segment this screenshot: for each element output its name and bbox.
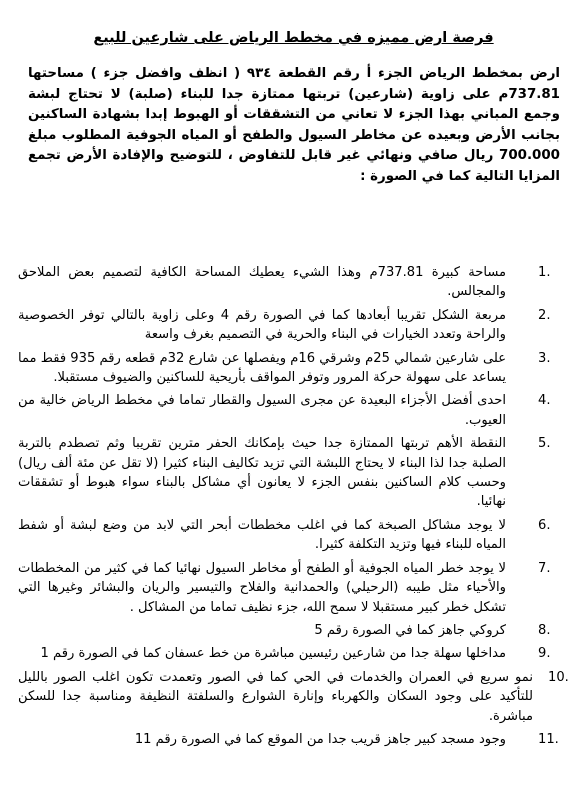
list-item bbox=[18, 434, 578, 512]
list-item-text: النقطة الأهم تربتها الممتازة جدا حيث بإمكانك الحفر مترين تقريبا وثم تصطدم بالتربة الصلبة جدا لذا البناء لا يحتاج اللبشة التي تزيد تكاليف البناء كثيرا (لا تقل عن مئة ألف ريال) وحسب كلام الساكنين بنفس الجزء لا يعانون أي مشاكل بالبناء سواء هبوط أو تشققات نهائيا. bbox=[18, 436, 506, 510]
list-item bbox=[18, 730, 578, 749]
list-item bbox=[18, 516, 578, 555]
list-item-number: 8. bbox=[538, 622, 551, 638]
list-item-text: احدى أفضل الأجزاء البعيدة عن مجرى السيول والقطار تماما في مخطط الرياض خالية من العيوب. bbox=[18, 393, 506, 428]
list-item-number: 5. bbox=[538, 436, 551, 452]
list-item bbox=[18, 559, 578, 617]
list-item-number: 3. bbox=[538, 350, 551, 366]
list-item-text: مساحة كبيرة 737.81م وهذا الشيء يعطيك المساحة الكافية لتصميم بعض الملاحق والمجالس. bbox=[18, 265, 507, 300]
document-title: فرصة ارض مميزه في مخطط الرياض على شارعين للبيع bbox=[93, 30, 494, 46]
list-item bbox=[18, 391, 578, 430]
list-item-text: كروكي جاهز كما في الصورة رقم 5 bbox=[314, 622, 506, 638]
list-item-text: على شارعين شمالي 25م وشرقي 16م ويفصلها عن شارع 32م قطعه رقم 935 فقط مما يساعد على سهولة حركة المرور وتوفر المواقف بأريحية للساكنين والضيوف مستقبلا. bbox=[18, 350, 507, 386]
list-item bbox=[18, 668, 578, 726]
list-item-text: نمو سريع في العمران والخدمات في الحي كما في الصور وتعمدت تكون اغلب الصور بالليل للتأكيد على وجود السكان والكهرباء وإنارة الشوارع والسلفتة النظيفة ومناسبة جدا للسكن مباشرة. bbox=[18, 669, 533, 724]
list-item-number: 9. bbox=[538, 646, 551, 662]
list-item-text: مربعة الشكل تقريبا أبعادها كما في الصورة رقم 4 وعلى زاوية بالتالي توفر الخصوصية والراحة وتعدد الخيارات في البناء والحرية في التصميم بغرف واسعة bbox=[18, 307, 506, 343]
list-item-number: 2. bbox=[538, 307, 551, 323]
list-item-number: 4. bbox=[538, 393, 551, 409]
list-item-text: لا يوجد خطر المياه الجوفية أو الطفح أو مخاطر السيول نهائيا كما في كثير من المخططات والأحياء مثل طيبه (الرحيلي) والحمدانية والفلاح والتيسير والريان والبشائر وغيرها التي تشكل خطر كبير مستقبلا لا سمح الله، جزء نظيف تماما من المشاكل . bbox=[18, 560, 506, 615]
list-item bbox=[18, 349, 578, 388]
list-item-text: لا يوجد مشاكل الصبخة كما في اغلب مخططات أبحر التي لابد من وضع لبشة أو شفط المياه للبناء فيها وتزيد التكلفة كثيرا. bbox=[18, 517, 506, 553]
list-item-number: 1. bbox=[538, 265, 551, 280]
list-item-number: 7. bbox=[538, 560, 551, 576]
list-item bbox=[18, 621, 578, 640]
list-item-number: 10. bbox=[548, 669, 569, 685]
list-item-text: مداخلها سهلة جدا من شارعين رئيسين مباشرة من خط عسفان كما في الصورة رقم 1 bbox=[40, 646, 506, 662]
list-item-number: 11. bbox=[538, 731, 559, 747]
list-item bbox=[18, 306, 578, 345]
list-item bbox=[18, 644, 578, 663]
list-item bbox=[18, 263, 578, 302]
list-item-text: وجود مسجد كبير جاهز قريب جدا من الموقع كما في الصورة رقم 11 bbox=[134, 731, 506, 747]
features-list bbox=[18, 263, 578, 753]
intro-paragraph: ارض بمخطط الرياض الجزء أ رقم القطعة ٩٣٤ ( انظف وافضل جزء ) مساحتها 737.81م على زاوية (شارعين) تربتها ممتازة جدا للبناء (صلبة) لا تحتاج لبشة وجمع المباني بهذا الجزء لا تعاني من التشققات أو الهبوط إبدا بشهادة الساكنين بجانب الأرض وبعيده عن مخاطر السيول والطفح أو المياه الجوفية المطلوب مبلغ 700.000 ريال صافي ونهائي غير قابل للتفاوض ، للتوضيح والإفادة الأرض تجمع المزايا التالية كما في الصورة : bbox=[28, 66, 561, 184]
list-item-number: 6. bbox=[538, 517, 551, 533]
